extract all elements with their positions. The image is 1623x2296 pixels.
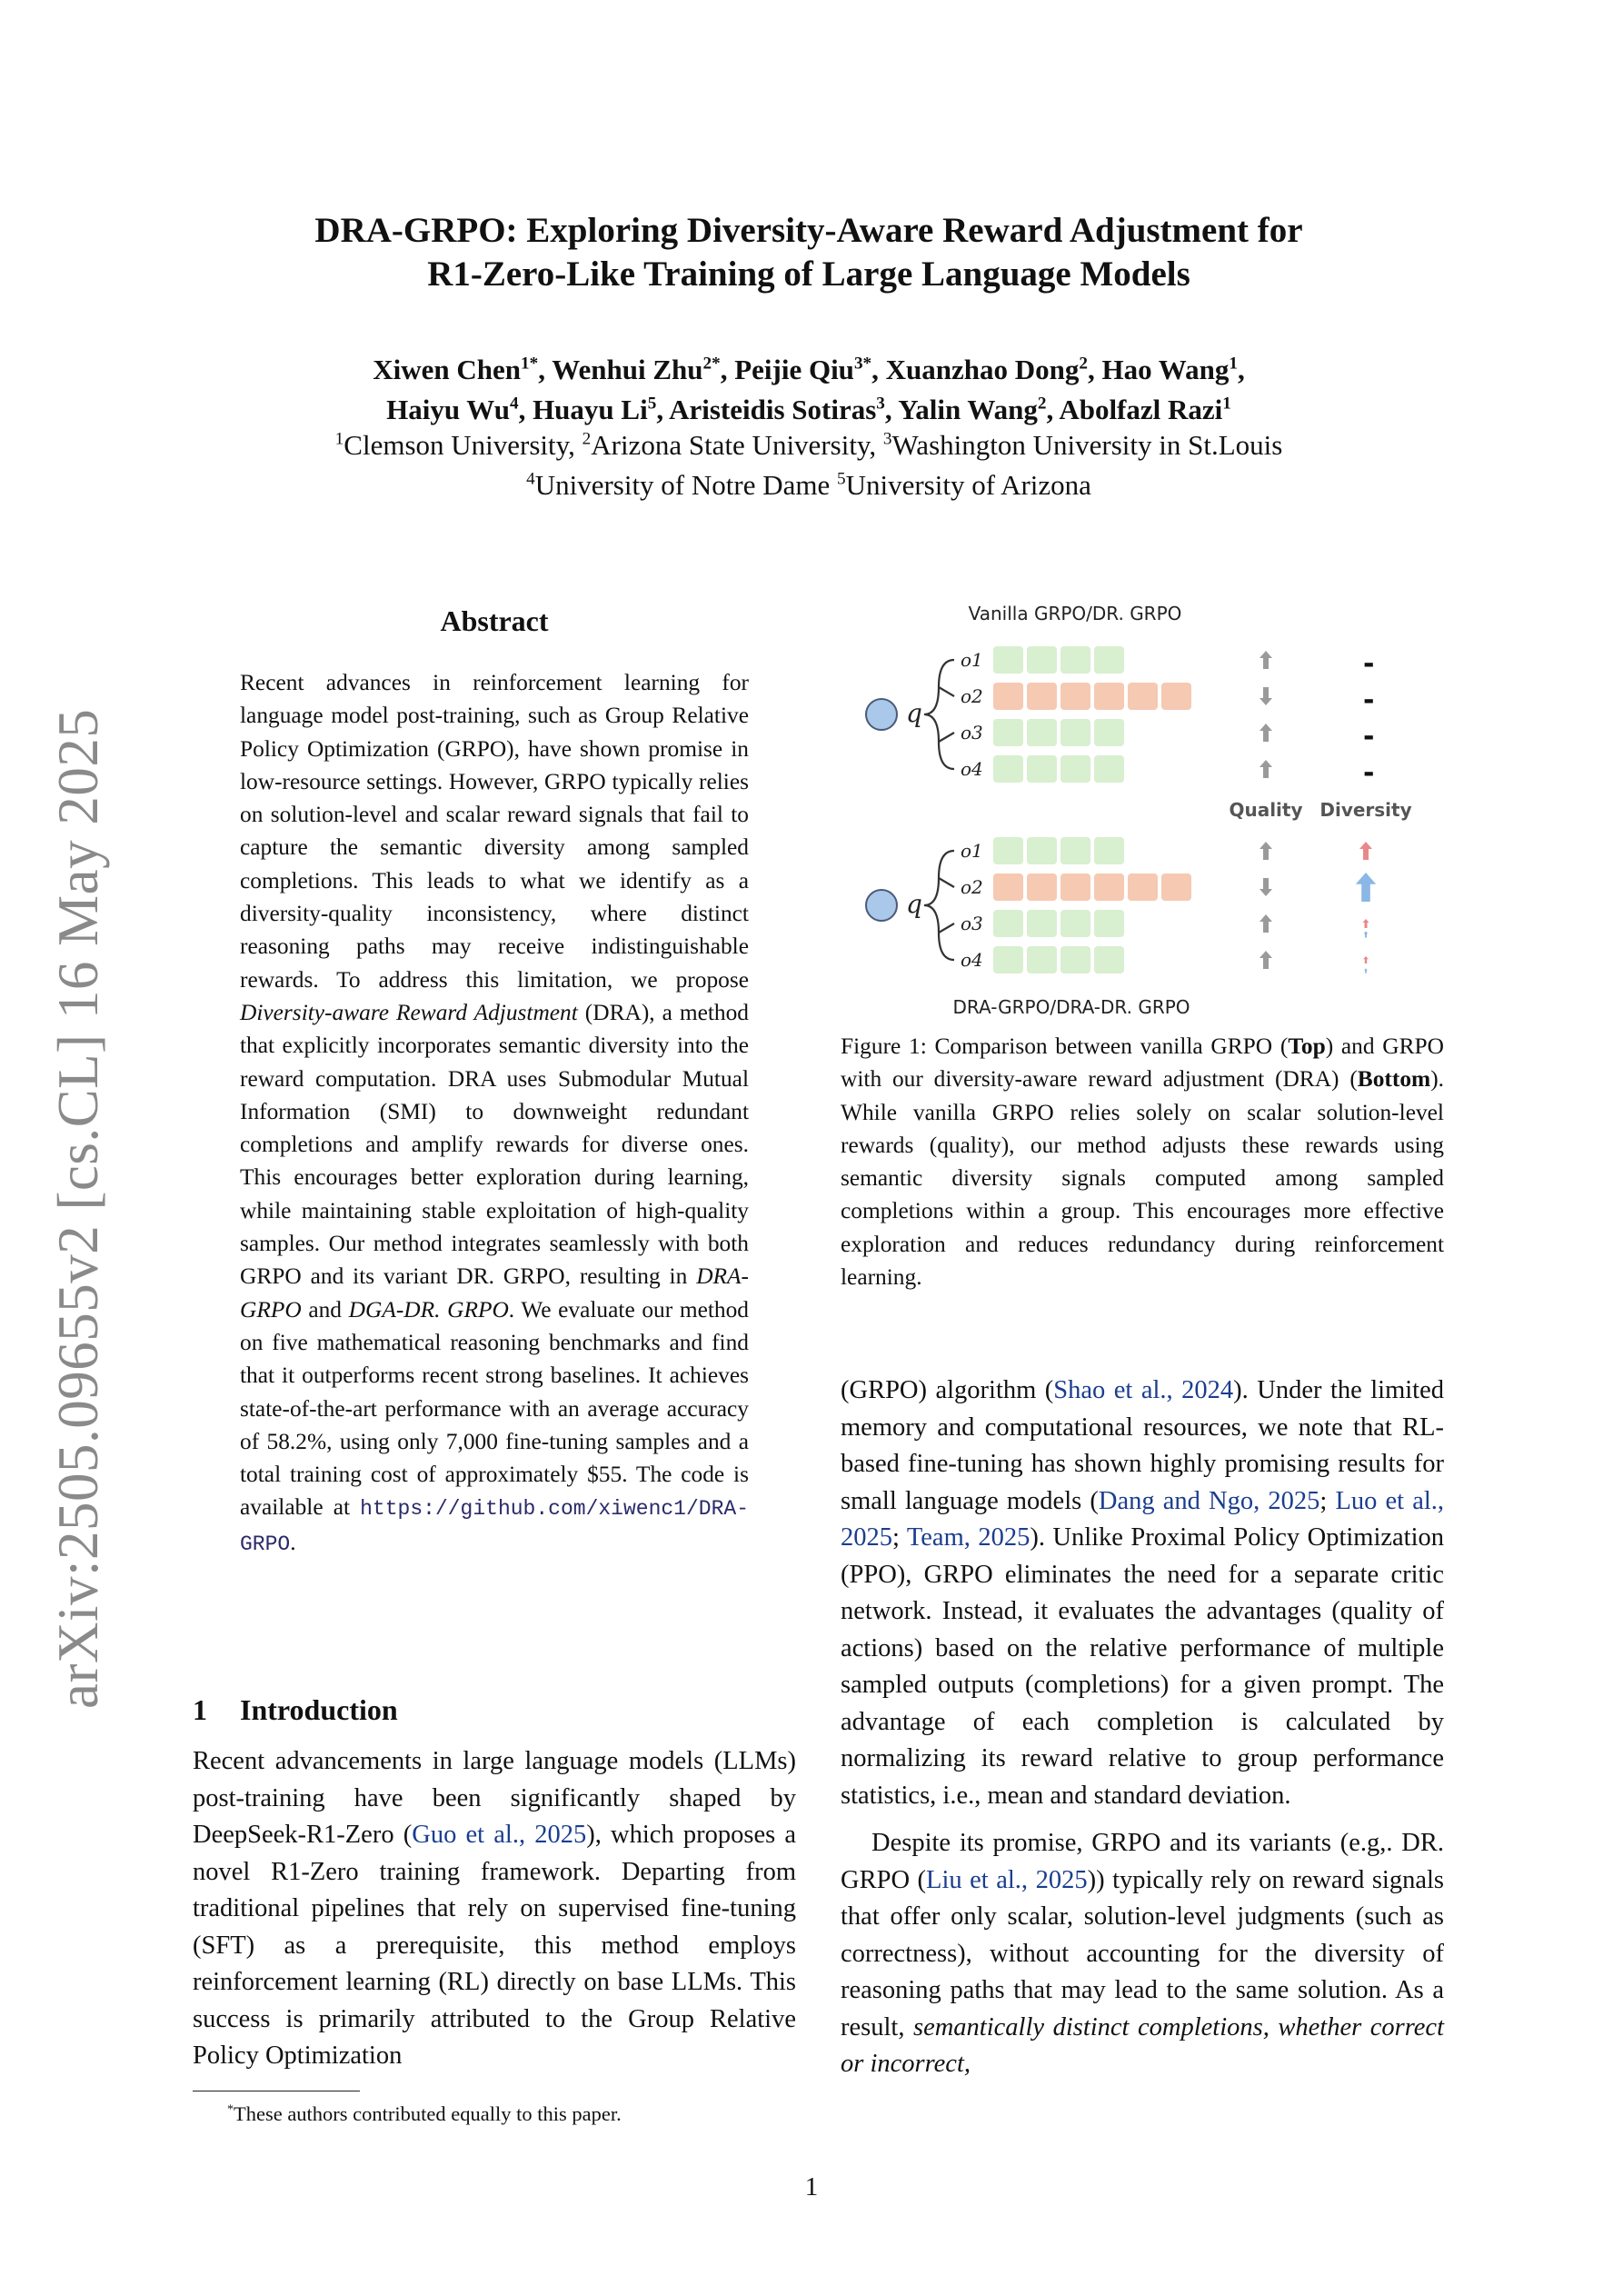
diversity-arrow (1364, 932, 1369, 938)
text-span: )) typically rely on reward signals that offer only scalar, solution-level judgments (such as correctness), without accounting for the diversity of reasoning paths that may lead to the same solution. As a result, (841, 1865, 1445, 2041)
completion-token-block (1027, 873, 1057, 901)
introduction-text (193, 1743, 796, 2075)
footnote (227, 2102, 622, 2126)
completion-token-block (1027, 755, 1057, 783)
completion-token-block (1060, 755, 1090, 783)
diversity-label: Diversity (1319, 799, 1412, 821)
completion-token-block (1027, 646, 1057, 674)
quality-arrow (1260, 687, 1272, 705)
caption-span: ) and GRPO with our diversity-aware reward adjustment (DRA) ( (841, 1033, 1445, 1093)
author-name: Yalin Wang (898, 394, 1038, 425)
paragraph (841, 1373, 1444, 1814)
figure-1-diagram (841, 600, 1444, 1018)
query-node (866, 890, 897, 921)
author-name: Aristeidis Sotiras (669, 394, 877, 425)
diversity-arrow (1363, 919, 1369, 928)
completion-token-block (1094, 910, 1124, 937)
text-span: ; (892, 1523, 907, 1552)
completion-token-block (1161, 873, 1191, 901)
completion-token-block (1094, 873, 1124, 901)
completion-token-block (993, 683, 1023, 710)
completion-token-block (1161, 683, 1191, 710)
diversity-arrow (1364, 968, 1368, 973)
completion-token-block (1128, 683, 1158, 710)
completion-token-block (1027, 719, 1057, 746)
text-span: (GRPO) algorithm ( (841, 1376, 1054, 1404)
completion-token-block (993, 873, 1023, 901)
quality-arrow (1260, 842, 1272, 860)
author-name: Xiwen Chen (373, 354, 522, 385)
output-label: o3 (961, 913, 983, 934)
caption-bold: Top (1288, 1033, 1326, 1059)
affil-sup: 4 (526, 469, 535, 489)
abstract-emphasis: Diversity-aware Reward Adjustment (240, 999, 578, 1025)
affil-sup: 1 (334, 429, 344, 449)
citation-link[interactable]: Dang and Ngo, 2025 (1098, 1486, 1320, 1515)
completion-token-block (993, 646, 1023, 674)
citation-link[interactable]: Liu et al., 2025 (926, 1865, 1088, 1894)
diversity-dash: - (1363, 684, 1375, 716)
completion-token-block (1060, 910, 1090, 937)
completion-token-block (1060, 646, 1090, 674)
completion-token-block (1128, 873, 1158, 901)
author-sup: 2 (1037, 394, 1047, 414)
branch-brace (924, 851, 954, 960)
quality-arrow (1260, 651, 1272, 669)
citation-link[interactable]: Luo et al., 2025 (841, 1486, 1445, 1552)
author-line-1: Xiwen Chen$^{1*}$, Wenhui Zhu$^{2*}$, Peijie Qiu$^{3*}$, Xuanzhao Dong$^2$, Hao Wang$^1$, (373, 354, 1245, 385)
section-title: Introduction (240, 1693, 398, 1726)
affiliation: University of Notre Dame (534, 469, 831, 501)
affiliation: University of Arizona (845, 469, 1091, 501)
abstract-span: (DRA), a method that explicitly incorporates semantic diversity into the reward computation. DRA uses Submodular Mutual Information (SMI) to downweight redundant completions and amplify rewards for diverse ones. This encourages better exploration during learning, while maintaining stable exploitation of high-quality samples. Our method integrates seamlessly with both GRPO and its variant DR. GRPO, resulting in (240, 999, 749, 1290)
completion-token-block (1094, 646, 1124, 674)
figure-bottom-title: DRA-GRPO/DRA-DR. GRPO (952, 996, 1190, 1018)
diversity-arrow (1363, 956, 1369, 963)
author-name: Huayu Li (533, 394, 648, 425)
author-sup: 4 (509, 394, 519, 414)
completion-token-block (1094, 755, 1124, 783)
footnote-text: These authors contributed equally to this paper. (233, 2102, 622, 2125)
affiliation: Washington University in St.Louis (891, 429, 1283, 461)
section-number: 1 (193, 1693, 207, 1726)
completion-token-block (1094, 837, 1124, 864)
diversity-dash: - (1363, 757, 1375, 789)
completion-token-block (1060, 946, 1090, 973)
author-sup: 1 (1229, 354, 1238, 374)
citation-link[interactable]: Team, 2025 (906, 1523, 1031, 1552)
completion-token-block (1027, 683, 1057, 710)
diversity-arrow (1356, 873, 1376, 902)
query-symbol: q (906, 889, 922, 919)
right-column-text (841, 1373, 1444, 2083)
text-span: ). Under the limited memory and computational resources, we note that RL-based fine-tuning has shown highly promising results for small language models ( (841, 1376, 1444, 1515)
affil-sup: 3 (882, 429, 892, 449)
output-label: o2 (961, 685, 983, 707)
branch-brace (924, 660, 954, 769)
author-sup: 2* (702, 354, 721, 374)
affil-sup: 2 (582, 429, 592, 449)
completion-token-block (1094, 719, 1124, 746)
author-name: Xuanzhao Dong (885, 354, 1080, 385)
affiliation: Arizona State University (591, 429, 870, 461)
author-sup: 5 (647, 394, 657, 414)
diversity-dash: - (1363, 721, 1375, 753)
abstract-heading: Abstract (440, 604, 549, 637)
output-label: o3 (961, 722, 983, 744)
author-name: Peijie Qiu (734, 354, 854, 385)
author-list (182, 350, 1436, 430)
abstract-emphasis: DRA-GRPO (240, 1263, 749, 1323)
intro-span: Recent advancements in large language models (LLMs) post-training have been significantly shaped by DeepSeek-R1-Zero ( (193, 1747, 796, 1849)
figure-bottom-panel (866, 837, 1376, 973)
output-label: o2 (961, 876, 983, 898)
paragraph (841, 1825, 1444, 2083)
completion-token-block (1060, 719, 1090, 746)
quality-arrow (1260, 914, 1272, 933)
diversity-arrow (1359, 842, 1372, 860)
output-label: o1 (961, 649, 983, 671)
author-sup: 3 (876, 394, 885, 414)
output-label: o4 (961, 758, 983, 780)
abstract-text (240, 666, 749, 1561)
completion-token-block (1027, 946, 1057, 973)
completion-token-block (993, 946, 1023, 973)
author-line-2: Haiyu Wu$^4$, Huayu Li$^5$, Aristeidis Sotiras$^3$, Yalin Wang$^2$, Abolfazl Razi$^1$ (386, 394, 1231, 425)
author-sup: 3* (853, 354, 872, 374)
completion-token-block (1060, 683, 1090, 710)
emphasis: semantically distinct completions, whether correct or incorrect, (841, 2012, 1444, 2078)
page-number: 1 (804, 2172, 819, 2201)
completion-token-block (1094, 946, 1124, 973)
arxiv-identifier: arXiv:2505.09655v2 [cs.CL] 16 May 2025 (46, 708, 110, 1709)
quality-arrow (1260, 878, 1272, 896)
output-label: o1 (961, 840, 983, 862)
caption-bold: Bottom (1357, 1066, 1431, 1093)
query-node (866, 699, 897, 730)
author-name: Abolfazl Razi (1059, 394, 1223, 425)
text-span: ; (1319, 1486, 1336, 1515)
completion-token-block (993, 837, 1023, 864)
text-span: Despite its promise, GRPO and its variants (e.g,. DR. GRPO ( (841, 1829, 1444, 1894)
citation-link[interactable]: Guo et al., 2025 (412, 1821, 587, 1849)
completion-token-block (1094, 683, 1124, 710)
caption-span: ). While vanilla GRPO relies solely on scalar solution-level rewards (quality), our method adjusts these rewards using semantic diversity signals computed among sampled completions within a group. This encourages more effective exploration and reduces redundancy during reinforcement learning. (841, 1066, 1444, 1291)
affil-sup: 5 (836, 469, 846, 489)
figure-1-caption (841, 1030, 1444, 1293)
abstract-span: Recent advances in reinforcement learning for language model post-training, such as Group Relative Policy Optimization (GRPO), have shown promise in low-resource settings. However, GRPO typically relies on solution-level and scalar reward signals that fail to capture the semantic diversity among sampled completions. This leads to what we identify as a diversity-quality inconsistency, where distinct reasoning paths may receive indistinguishable rewards. To address this limitation, we propose (240, 670, 749, 993)
abstract-span: and (301, 1296, 349, 1323)
affiliations (182, 425, 1436, 505)
abstract-span: . (290, 1529, 296, 1555)
author-sup: 1 (1222, 394, 1231, 414)
author-name: Haiyu Wu (386, 394, 510, 425)
completion-token-block (993, 719, 1023, 746)
query-symbol: q (906, 698, 922, 728)
footnote-mark: * (227, 2102, 234, 2117)
diversity-dash: - (1363, 648, 1375, 680)
abstract-span: . We evaluate our method on five mathematical reasoning benchmarks and find that it outperforms recent strong baselines. It achieves state-of-the-art performance with an average accuracy of 58.2%, using only 7,000 fine-tuning samples and a total training cost of approximately $55. The code is available at (240, 1296, 749, 1521)
affiliation-line-2 (182, 465, 1436, 505)
section-heading-introduction (193, 1693, 398, 1727)
completion-token-block (1027, 910, 1057, 937)
paper-title (182, 209, 1436, 296)
quality-arrow (1260, 724, 1272, 742)
affiliation: Clemson University (344, 429, 569, 461)
completion-token-block (1027, 837, 1057, 864)
figure-top-panel (866, 646, 1374, 789)
completion-token-block (1060, 873, 1090, 901)
quality-label: Quality (1229, 799, 1303, 821)
text-span: ). Unlike Proximal Policy Optimization (PPO), GRPO eliminates the need for a separate critic network. Instead, it evaluates the advantages (quality of actions) based on the relative performance of multiple sampled outputs (completions) for a given prompt. The advantage of each completion is calculated by normalizing its reward relative to group performance statistics, i.e., mean and standard deviation. (841, 1523, 1445, 1810)
author-name: Hao Wang (1101, 354, 1230, 385)
author-sup: 2 (1079, 354, 1088, 374)
title-line-2: R1-Zero-Like Training of Large Language Models (427, 255, 1190, 294)
quality-arrow (1260, 760, 1272, 778)
completion-token-block (1060, 837, 1090, 864)
output-label: o4 (961, 949, 983, 971)
affiliation-line-1: $^1$Clemson University, $^2$Arizona State University, $^3$Washington University in St.Louis (334, 429, 1283, 461)
author-sup: 1* (521, 354, 539, 374)
figure-top-title: Vanilla GRPO/DR. GRPO (968, 603, 1182, 624)
code-link[interactable]: https://github.com/xiwenc1/DRA-GRPO (240, 1497, 749, 1556)
completion-token-block (993, 910, 1023, 937)
quality-arrow (1260, 951, 1272, 969)
citation-link[interactable]: Shao et al., 2024 (1053, 1376, 1234, 1404)
abstract-emphasis: DGA-DR. GRPO (348, 1296, 509, 1323)
caption-span: Figure 1: Comparison between vanilla GRPO ( (841, 1033, 1289, 1059)
author-name: Wenhui Zhu (552, 354, 703, 385)
completion-token-block (993, 755, 1023, 783)
intro-span: ), which proposes a novel R1-Zero training framework. Departing from traditional pipelines that rely on supervised fine-tuning (SFT) as a prerequisite, this method employs reinforcement learning (RL) directly on base LLMs. This success is primarily attributed to the Group Relative Policy Optimization (193, 1821, 797, 2070)
title-line-1: DRA-GRPO: Exploring Diversity-Aware Reward Adjustment for (314, 211, 1303, 250)
